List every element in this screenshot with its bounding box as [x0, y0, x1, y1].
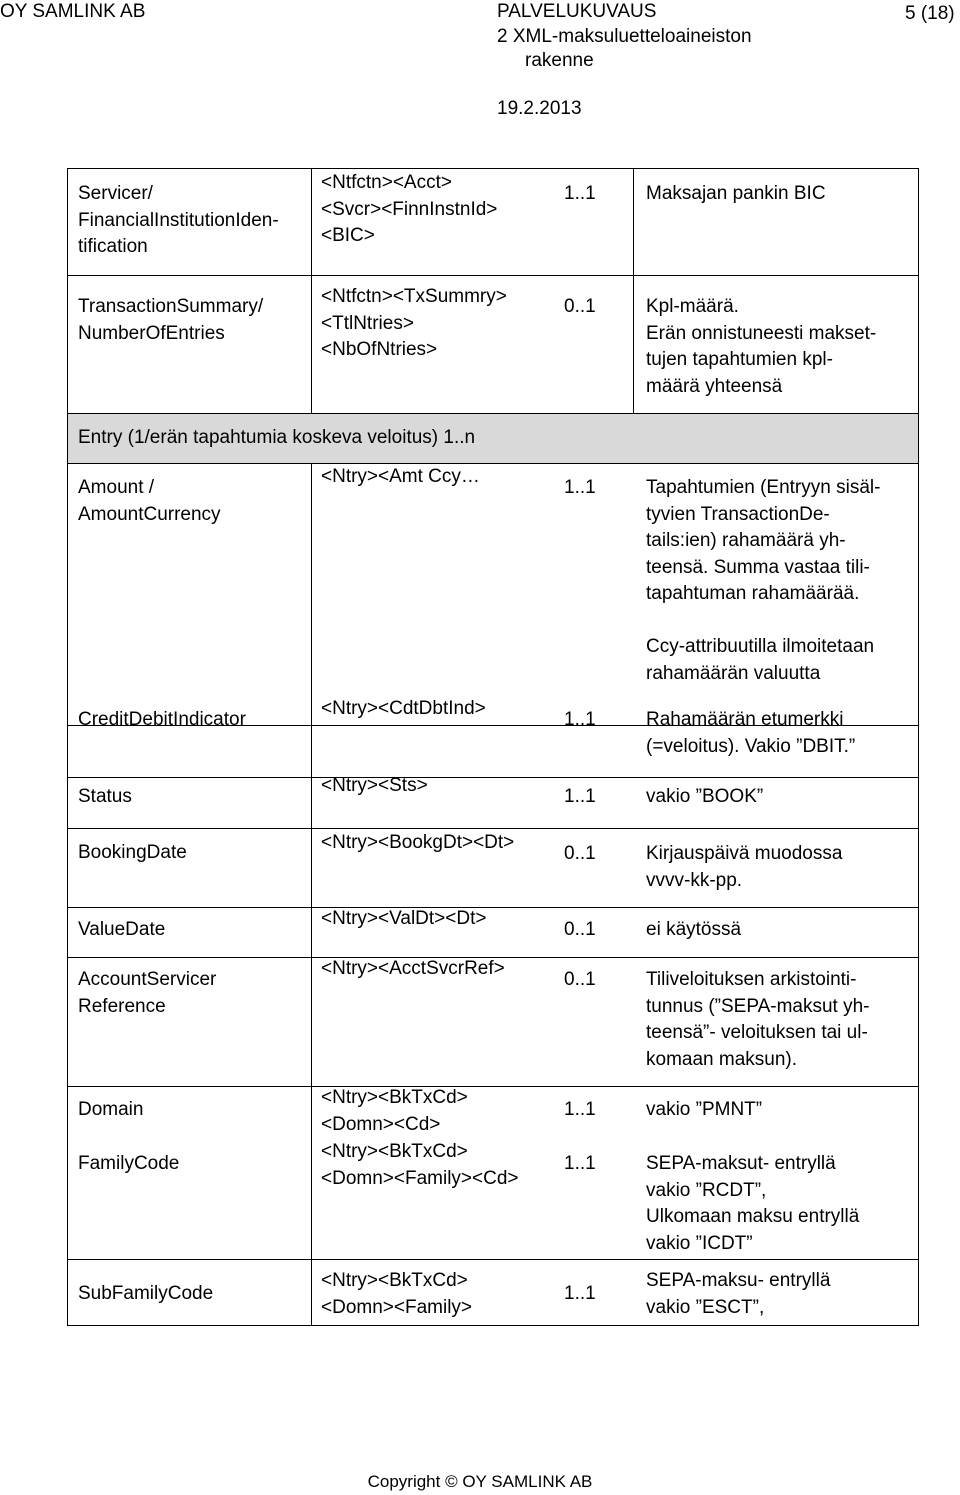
row-divider [67, 777, 919, 778]
cardinality: 1..1 [564, 1099, 596, 1120]
row-divider [67, 1259, 919, 1260]
cardinality: 1..1 [564, 1283, 596, 1304]
field-name: Servicer/ FinancialInstitutionIden- tification [78, 183, 279, 257]
row-divider [67, 828, 919, 829]
section-header: Entry (1/erän tapahtumia koskeva veloitus) 1..n [78, 427, 476, 448]
xml-tag: <Ntry><BkTxCd> <Domn><Cd> [321, 1087, 468, 1135]
field-description: SEPA-maksut- entryllä vakio ”RCDT”, Ulkomaan maksu entryllä vakio ”ICDT” [646, 1153, 860, 1254]
field-name: CreditDebitIndicator [78, 709, 246, 730]
cardinality: 1..1 [564, 1153, 596, 1174]
company-name: OY SAMLINK AB [0, 1, 146, 22]
field-name: AccountServicer Reference [78, 969, 217, 1017]
xml-tag: <Ntry><BkTxCd> <Domn><Family><Cd> [321, 1141, 519, 1189]
xml-tag: <Ntry><ValDt><Dt> [321, 908, 487, 929]
field-description: SEPA-maksu- entryllä vakio ”ESCT”, [646, 1270, 831, 1318]
field-name: ValueDate [78, 919, 166, 940]
field-name: FamilyCode [78, 1153, 180, 1174]
field-description: Kirjauspäivä muodossa vvvv-kk-pp. [646, 843, 843, 891]
xml-tag: <Ntfctn><TxSummry> <TtlNtries> <NbOfNtries> [321, 286, 507, 360]
cardinality: 1..1 [564, 183, 596, 204]
row-divider [67, 1086, 919, 1087]
section-title-line2: rakenne [525, 50, 594, 71]
page-number: 5 (18) [905, 3, 955, 24]
field-description: vakio ”PMNT” [646, 1099, 763, 1120]
column-divider [311, 463, 312, 1326]
document-title: PALVELUKUVAUS [497, 1, 657, 22]
field-description: vakio ”BOOK” [646, 786, 764, 807]
row-divider [67, 463, 919, 464]
xml-tag: <Ntry><BookgDt><Dt> [321, 832, 515, 853]
row-divider [67, 413, 919, 414]
cardinality: 0..1 [564, 919, 596, 940]
xml-tag: <Ntfctn><Acct> <Svcr><FinnInstnId> <BIC> [321, 172, 498, 246]
field-name: Domain [78, 1099, 144, 1120]
field-description: Maksajan pankin BIC [646, 183, 826, 204]
xml-tag: <Ntry><AcctSvcrRef> [321, 958, 505, 979]
xml-tag: <Ntry><Amt Ccy… [321, 466, 480, 487]
section-title-line1: 2 XML-maksuluetteloaineiston [497, 26, 752, 47]
field-name: TransactionSummary/ NumberOfEntries [78, 296, 264, 344]
document-date: 19.2.2013 [497, 98, 582, 119]
row-divider [67, 907, 919, 908]
xml-tag: <Ntry><Sts> [321, 775, 428, 796]
cardinality: 1..1 [564, 786, 596, 807]
field-name: Status [78, 786, 132, 807]
cardinality: 0..1 [564, 843, 596, 864]
table-border-right [918, 168, 919, 1326]
spec-table [67, 168, 919, 1326]
xml-tag: <Ntry><CdtDbtInd> [321, 698, 486, 719]
field-description: Kpl-määrä. Erän onnistuneesti makset- tujen tapahtumien kpl- määrä yhteensä [646, 296, 877, 397]
row-divider [67, 1325, 919, 1326]
field-name: Amount / AmountCurrency [78, 477, 221, 525]
row-divider [67, 168, 919, 169]
column-divider [633, 168, 634, 413]
field-description: ei käytössä [646, 919, 742, 940]
row-divider [67, 275, 919, 276]
field-description: Tapahtumien (Entryyn sisäl- tyvien TransactionDe- tails:ien) rahamäärä yh- teensä. Summa vastaa tili- tapahtuman rahamäärää. Ccy-attribuutilla ilmoitetaan rahamäärän valuutta [646, 477, 881, 684]
field-name: BookingDate [78, 842, 187, 863]
column-divider [311, 168, 312, 413]
cardinality: 1..1 [564, 477, 596, 498]
field-name: SubFamilyCode [78, 1283, 214, 1304]
cardinality: 0..1 [564, 969, 596, 990]
table-border-left [67, 168, 68, 1326]
field-description: Rahamäärän etumerkki (=veloitus). Vakio ”DBIT.” [646, 709, 856, 757]
xml-tag: <Ntry><BkTxCd> <Domn><Family> [321, 1270, 473, 1318]
cardinality: 0..1 [564, 296, 596, 317]
cardinality: 1..1 [564, 709, 596, 730]
field-description: Tiliveloituksen arkistointi- tunnus (”SEPA-maksut yh- teensä”- veloituksen tai ul- komaan maksun). [646, 969, 870, 1070]
copyright-footer: Copyright © OY SAMLINK AB [367, 1472, 593, 1491]
